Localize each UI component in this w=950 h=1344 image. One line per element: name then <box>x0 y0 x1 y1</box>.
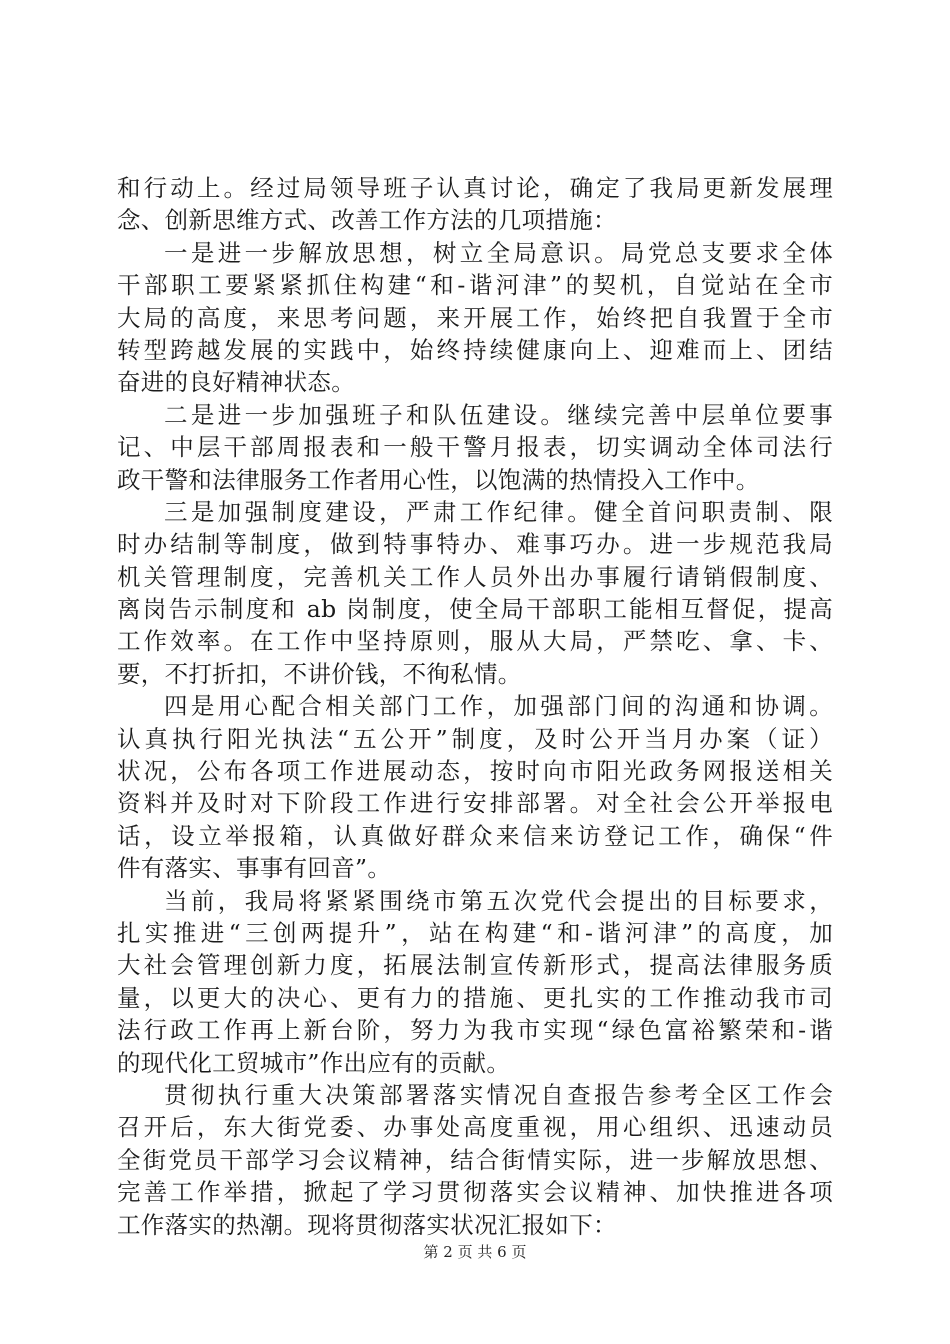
text-line: 记、中层干部周报表和一般干警月报表，切实调动全体司法行 <box>117 433 833 462</box>
text-line: 三是加强制度建设，严肃工作纪律。健全首问职责制、限 <box>164 497 833 526</box>
text-line: 奋进的良好精神状态。 <box>117 368 355 397</box>
text-line: 召开后，东大街党委、办事处高度重视，用心组织、迅速动员 <box>117 1113 833 1142</box>
text-line: 工作效率。在工作中坚持原则，服从大局，严禁吃、拿、卡、 <box>117 627 833 656</box>
text-line: 念、创新思维方式、改善工作方法的几项措施： <box>117 206 617 235</box>
text-line: 机关管理制度，完善机关工作人员外出办事履行请销假制度、 <box>117 562 833 591</box>
text-line: 的现代化工贸城市”作出应有的贡献。 <box>117 1048 511 1077</box>
text-line: 要，不打折扣，不讲价钱，不徇私情。 <box>117 659 522 688</box>
text-line: 四是用心配合相关部门工作，加强部门间的沟通和协调。 <box>164 692 833 721</box>
text-line: 转型跨越发展的实践中，始终持续健康向上、迎难而上、团结 <box>117 335 833 364</box>
text-line: 政干警和法律服务工作者用心性，以饱满的热情投入工作中。 <box>117 465 760 494</box>
text-line: 全街党员干部学习会议精神，结合街情实际，进一步解放思想、 <box>117 1145 833 1174</box>
text-line: 和行动上。经过局领导班子认真讨论，确定了我局更新发展理 <box>117 174 833 202</box>
text-line: 法行政工作再上新台阶，努力为我市实现“绿色富裕繁荣和-谐 <box>117 1016 833 1045</box>
text-line: 扎实推进“三创两提升”，站在构建“和-谐河津”的高度，加 <box>117 918 833 947</box>
text-line: 件有落实、事事有回音”。 <box>117 854 392 883</box>
text-line: 时办结制等制度，做到特事特办、难事巧办。进一步规范我局 <box>117 530 833 559</box>
body-text <box>117 172 833 1241</box>
text-line: 状况，公布各项工作进展动态，按时向市阳光政务网报送相关 <box>117 757 833 786</box>
text-line: 认真执行阳光执法“五公开”制度，及时公开当月办案（证） <box>117 724 833 753</box>
text-line: 完善工作举措，掀起了学习贯彻落实会议精神、加快推进各项 <box>117 1178 833 1207</box>
page-footer: 第 2 页 共 6 页 <box>423 1243 527 1261</box>
text-line: 离岗告示制度和 ab 岗制度，使全局干部职工能相互督促，提高 <box>117 595 833 624</box>
text-line: 工作落实的热潮。现将贯彻落实状况汇报如下： <box>117 1210 617 1239</box>
text-line: 量，以更大的决心、更有力的措施、更扎实的工作推动我市司 <box>117 983 833 1012</box>
text-line: 大社会管理创新力度，拓展法制宣传新形式，提高法律服务质 <box>117 951 833 980</box>
text-line: 当前，我局将紧紧围绕市第五次党代会提出的目标要求， <box>164 886 833 915</box>
text-line: 话，设立举报箱，认真做好群众来信来访登记工作，确保“件 <box>117 821 833 850</box>
text-line: 一是进一步解放思想，树立全局意识。局党总支要求全体 <box>164 238 833 267</box>
text-line: 大局的高度，来思考问题，来开展工作，始终把自我置于全市 <box>117 303 833 332</box>
text-line: 二是进一步加强班子和队伍建设。继续完善中层单位要事 <box>164 400 833 429</box>
text-line: 贯彻执行重大决策部署落实情况自查报告参考全区工作会 <box>164 1080 833 1109</box>
text-line: 干部职工要紧紧抓住构建“和-谐河津”的契机，自觉站在全市 <box>117 271 833 300</box>
text-line: 资料并及时对下阶段工作进行安排部署。对全社会公开举报电 <box>117 789 833 818</box>
